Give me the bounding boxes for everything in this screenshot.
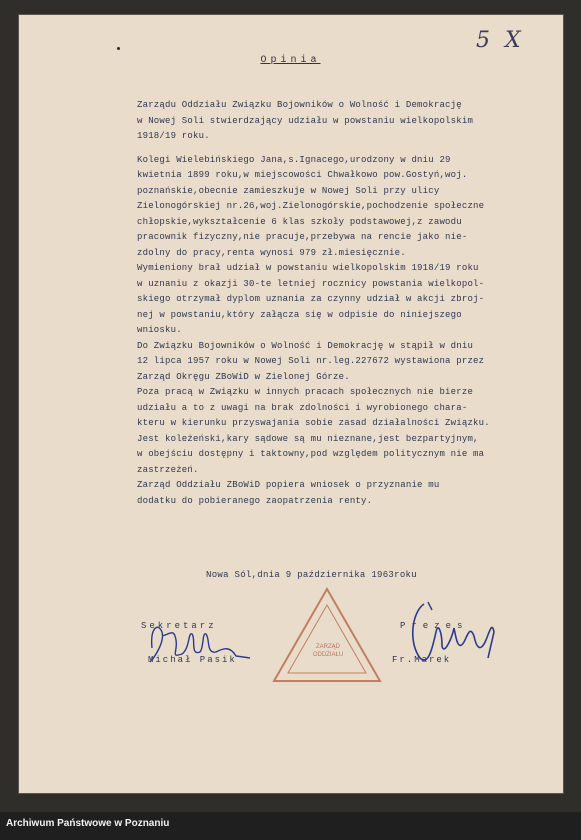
secretary-name: Michał Pasik (148, 655, 237, 665)
document-body (137, 98, 565, 509)
paragraph-character: Poza pracą w Związku w innych pracach społecznych nie bierze udziału a to z uwagi na brak zdolności i wyrobionego chara- kteru w kierunku przyswajania sobie zasad działalności Związku. Jest koleżeński,kary sądowe są mu nieznane,jest bezpartyjnym, w obejściu dostępny i taktowny,pod względem politycznym nie ma zastrzeżeń. (137, 387, 490, 475)
archive-footer (0, 812, 581, 840)
punch-hole (117, 47, 120, 50)
president-signature (402, 592, 502, 668)
president-name: Fr.Marek (392, 655, 452, 665)
secretary-signature (140, 618, 260, 670)
stamp-line-2: ODDZIAŁU (312, 652, 344, 658)
president-label: Prezes (400, 621, 469, 631)
paragraph-membership: Do Związku Bojowników o Wolność i Demokrację w stąpił w dniu 12 lipca 1957 roku w Nowej Soli nr.leg.227672 wystawiona przez Zarząd Okręgu ZBoWiD w Zielonej Górze. (137, 340, 485, 382)
stamp-line-1: ZARZĄD (316, 644, 340, 650)
office-stamp (270, 585, 384, 687)
paragraph-recommendation: Zarząd Oddziału ZBoWiD popiera wniosek o przyznanie mu dodatku do pobieranego zaopatrzenia renty. (137, 480, 440, 506)
document-title-text: Opinia (260, 55, 321, 66)
paragraph-intro: Zarządu Oddziału Związku Bojowników o Wolność i Demokrację w Nowej Soli stwierdzający udziału w powstaniu wielkopolskim 1918/19 roku. (137, 100, 474, 141)
document-title (0, 55, 581, 66)
paragraph-personal-data: Kolegi Wielebińskiego Jana,s.Ignacego,urodzony w dniu 29 kwietnia 1899 roku,w miejscowości Chwałkowo pow.Gostyń,woj. poznańskie,obecnie zamieszkuje w Nowej Soli przy ulicy Zielonogórskiej nr.26,woj.Zielonogórskie,pochodzenie społeczne chłopskie,wykształcenie 6 klas szkoły podstawowej,z zawodu pracownik fizyczny,nie pracuje,przebywa na rencie jako nie- zdolny do pracy,renta wynosi 979 zł.miesięcznie. (137, 154, 485, 258)
paragraph-uprising: Wymieniony brał udział w powstaniu wielkopolskim 1918/19 roku w uznaniu z okazji 30-te letniej rocznicy powstania wielkopol- skiego otrzymał dyplom uznania za czynny udział w akcji zbroj- nej w powstaniu,który załącza się w odpisie do niniejszego wniosku. (137, 263, 485, 335)
place-date: Nowa Sól,dnia 9 października 1963roku (206, 570, 417, 580)
stamp-text (295, 643, 361, 659)
archive-name: Archiwum Państwowe w Poznaniu (6, 818, 170, 829)
page-number: 5 X (476, 28, 525, 53)
secretary-label: Sekretarz (141, 621, 217, 631)
